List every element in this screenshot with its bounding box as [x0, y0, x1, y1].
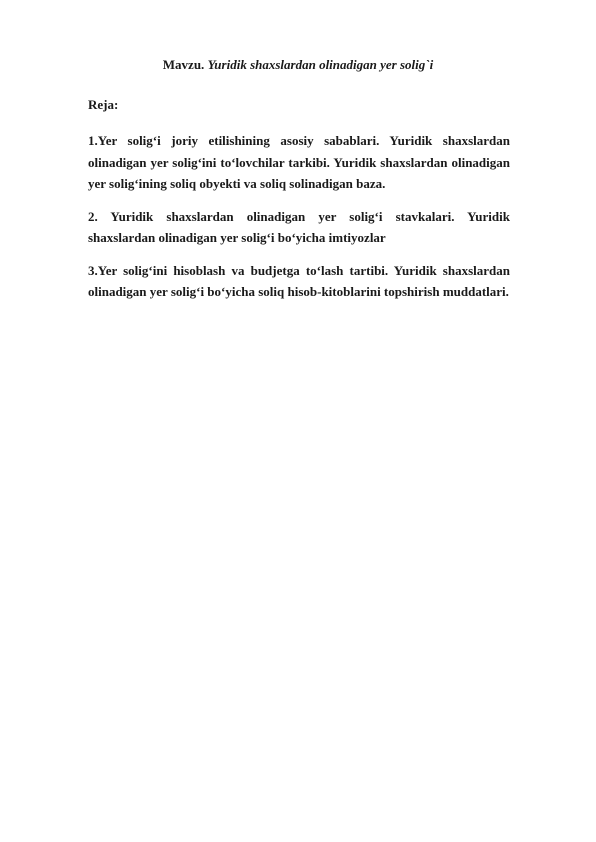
plan-item-2: 2. Yuridik shaxslardan olinadigan yer solig‘i stavkalari. Yuridik shaxslardan olinadigan yer solig‘i bo‘yicha imtiyozlar — [88, 208, 510, 245]
document-title — [0, 56, 596, 74]
plan-item-1: 1.Yer solig‘i joriy etilishining asosiy sabablari. Yuridik shaxslardan olinadigan yer solig‘ini to‘lovchilar tarkibi. Yuridik shaxslardan olinadigan yer solig‘ining soliq obyekti va soliq solinadigan baza. — [88, 133, 510, 191]
plan-item-3: 3.Yer solig‘ini hisoblash va budjetga to‘lash tartibi. Yuridik shaxslardan olinadigan yer solig‘i bo‘yicha soliq hisob-kitoblarini topshirish muddatlari. — [88, 262, 510, 299]
title-prefix: Mavzu. — [162, 57, 205, 72]
title-topic: Yuridik shaxslardan olinadigan yer solig`i — [207, 57, 434, 72]
plan-heading: Reja: — [88, 97, 119, 112]
plan-list — [88, 130, 510, 314]
